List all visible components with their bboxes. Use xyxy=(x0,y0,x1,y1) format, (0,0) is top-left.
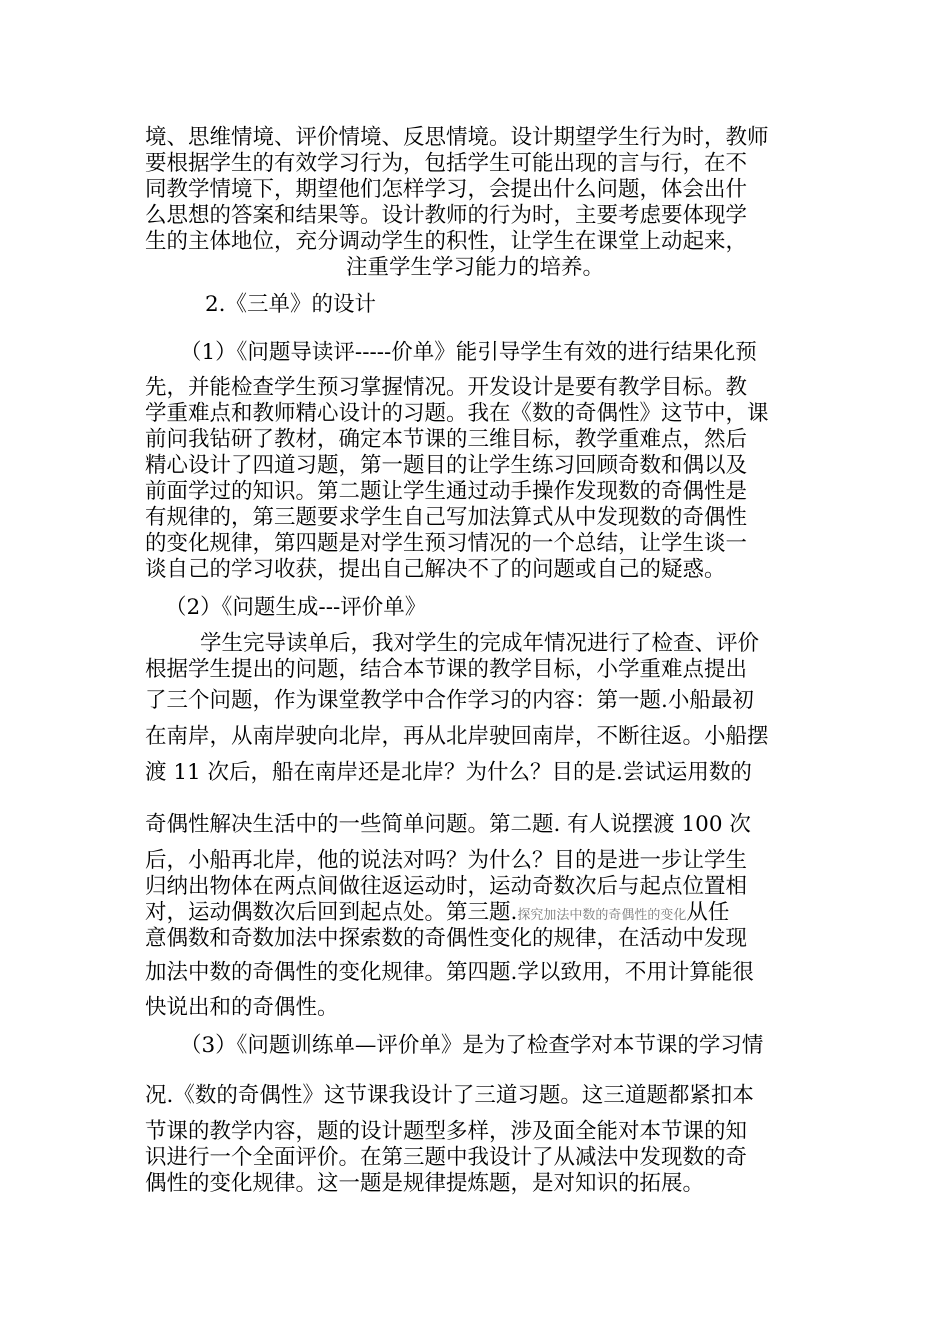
text-line xyxy=(145,900,805,929)
section-heading: 2.《三单》的设计 xyxy=(205,292,377,317)
text-line: 同教学情境下，期望他们怎样学习，会提出什么问题，体会出什 xyxy=(145,177,748,202)
text-line: 在南岸，从南岸驶向北岸，再从北岸驶回南岸，不断往返。小船摆 xyxy=(145,724,769,749)
text-line: 生的主体地位，充分调动学生的积性，让学生在课堂上动起来， xyxy=(145,229,748,254)
text-line: 意偶数和奇数加法中探索数的奇偶性变化的规律，在活动中发现 xyxy=(145,926,748,951)
text-line: 后，小船再北岸，他的说法对吗？为什么？目的是进一步让学生 xyxy=(145,848,748,873)
text-line: 要根据学生的有效学习行为，包括学生可能出现的言与行，在不 xyxy=(145,151,748,176)
text-line: 奇偶性解决生活中的一些简单问题。第二题. 有人说摆渡 100 次 xyxy=(145,812,751,837)
text-line: 根据学生提出的问题，结合本节课的教学目标，小学重难点提出 xyxy=(145,657,748,682)
text-line: 前问我钻研了教材，确定本节课的三维目标，教学重难点，然后 xyxy=(145,427,748,452)
text-line: 谈自己的学习收获，提出自己解决不了的问题或自己的疑惑。 xyxy=(145,557,726,582)
text-line: 有规律的，第三题要求学生自己写加法算式从中发现数的奇偶性 xyxy=(145,505,748,530)
text-line: 先，并能检查学生预习掌握情况。开发设计是要有教学目标。教 xyxy=(145,375,748,400)
text-line: 识进行一个全面评价。在第三题中我设计了从减法中发现数的奇 xyxy=(145,1145,748,1170)
text-line: 快说出和的奇偶性。 xyxy=(145,995,339,1020)
text-line: 节课的教学内容，题的设计题型多样，涉及面全能对本节课的知 xyxy=(145,1119,748,1144)
text-line: 了三个问题，作为课堂教学中合作学习的内容：第一题.小船最初 xyxy=(145,688,754,713)
text-line: 精心设计了四道习题，第一题目的让学生练习回顾奇数和偶以及 xyxy=(145,453,748,478)
text-line: 前面学过的知识。第二题让学生通过动手操作发现数的奇偶性是 xyxy=(145,479,748,504)
text-line: 学重难点和教师精心设计的习题。我在《数的奇偶性》这节中，课 xyxy=(145,401,769,426)
section-heading: （2）《问题生成---评价单》 xyxy=(165,595,427,620)
text-segment: 从任 xyxy=(686,900,730,925)
text-line: 的变化规律，第四题是对学生预习情况的一个总结，让学生谈一 xyxy=(145,531,748,556)
inline-small-text: 探究加法中数的奇偶性的变化 xyxy=(517,908,687,923)
text-line: 归纳出物体在两点间做往返运动时，运动奇数次后与起点位置相 xyxy=(145,874,748,899)
text-line: 么思想的答案和结果等。设计教师的行为时，主要考虑要体现学 xyxy=(145,203,748,228)
paragraph-start: （1）《问题导读评-----价单》能引导学生有效的进行结果化预 xyxy=(180,340,757,365)
text-line: 境、思维情境、评价情境、反思情境。设计期望学生行为时，教师 xyxy=(145,125,769,150)
text-line: 偶性的变化规律。这一题是规律提炼题，是对知识的拓展。 xyxy=(145,1171,705,1196)
text-line: 加法中数的奇偶性的变化规律。第四题.学以致用，不用计算能很 xyxy=(145,960,754,985)
paragraph-start: （3）《问题训练单—评价单》是为了检查学对本节课的学习情 xyxy=(180,1033,764,1058)
text-line: 注重学生学习能力的培养。 xyxy=(345,255,604,280)
text-line: 渡 11 次后，船在南岸还是北岸？为什么？目的是.尝试运用数的 xyxy=(145,760,752,785)
text-segment: 对，运动偶数次后回到起点处。第三题. xyxy=(145,900,518,925)
text-line: 况.《数的奇偶性》这节课我设计了三道习题。这三道题都紧扣本 xyxy=(145,1083,754,1108)
paragraph-start: 学生完导读单后，我对学生的完成年情况进行了检查、评价 xyxy=(200,631,760,656)
